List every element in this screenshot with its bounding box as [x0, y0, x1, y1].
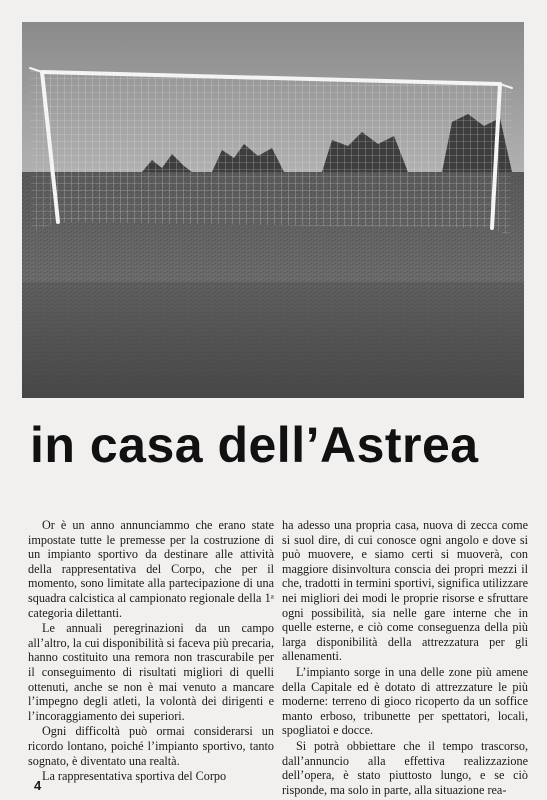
paragraph: Or è un anno annunciammo che erano state impostate tutte le premesse per la costruzione di un impianto sportivo da destinare alle attività della rappresentativa del Corpo, che per il momento, sono limitate alla partecipazione di una squadra calcistica al campionato regionale della 1ᵃ categoria dilettanti. — [28, 518, 274, 620]
article-column-left — [28, 518, 274, 784]
paragraph: Le annuali peregrinazioni da un campo all’altro, la cui disponibilità si faceva più precaria, hanno costituito una remora non trascurabile per il conseguimento di risultati migliori di quelli ottenuti, anche se non è mai venuto a mancare l’impegno degli atleti, la volontà dei dirigenti e l’incoraggiamento dei superiori. — [28, 621, 274, 723]
paragraph: La rappresentativa sportiva del Corpo — [42, 769, 227, 784]
goal-net-image — [22, 22, 524, 398]
paragraph: ha adesso una propria casa, nuova di zecca come si suol dire, di cui conosce ogni angolo e dove si può muovere, e siamo certi si muoverà, con maggiore disinvoltura conscia dei propri mezzi il che, tradotti in termini sportivi, significa utilizzare nei migliori dei modi le proprie risorse e sfruttare ogni possibilità, sia nelle gare interne che in quelle esterne, e ciò come conseguenza della più larga disponibilità della attrezzatura per gli allenamenti. — [282, 518, 528, 664]
page-number: 4 — [34, 778, 42, 793]
article-headline: in casa dell’Astrea — [30, 417, 479, 473]
paragraph: L’impianto sorge in una delle zone più amene della Capitale ed è dotato di attrezzature le più moderne: terreno di gioco ricoperto da un soffice manto erboso, tribunette per spettatori, locali, spogliatoi e docce. — [282, 664, 528, 738]
football-goal-photo — [22, 22, 524, 398]
article-body — [28, 518, 528, 797]
article-column-right — [282, 518, 528, 797]
paragraph: Si potrà obbiettare che il tempo trascorso, dall’annuncio alla effettiva realizzazione dell’opera, è stato piuttosto lungo, e se ciò risponde, ma solo in parte, alla situazione rea- — [282, 738, 528, 797]
paragraph: Ogni difficoltà può ormai considerarsi un ricordo lontano, poiché l’impianto sportivo, tanto sognato, è diventato una realtà. — [28, 724, 274, 768]
